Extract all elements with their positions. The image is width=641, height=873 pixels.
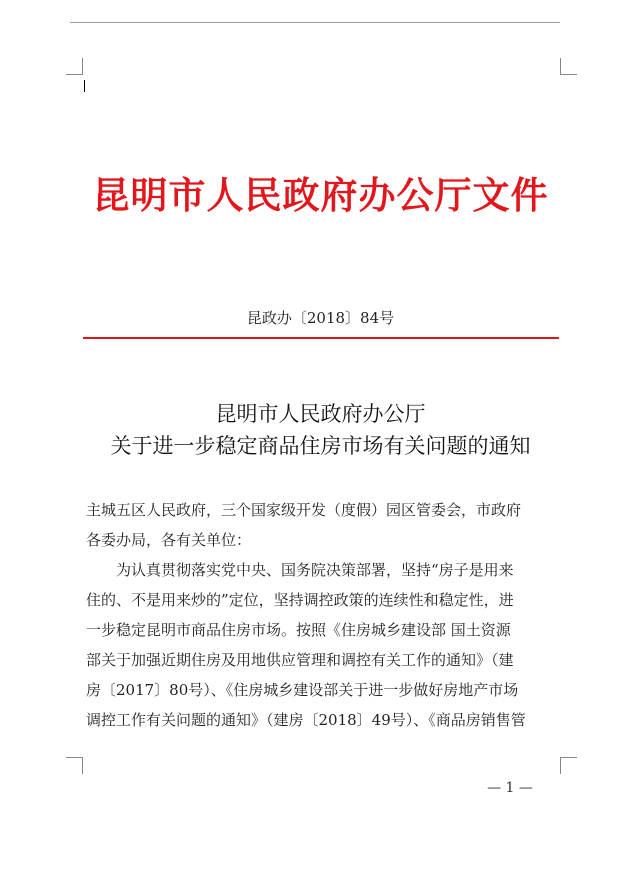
crop-mark-top-left xyxy=(66,58,83,75)
document-masthead: 昆明市人民政府办公厅文件 xyxy=(92,174,549,217)
red-separator-line xyxy=(83,337,559,339)
page-top-border xyxy=(70,22,560,23)
document-body[interactable] xyxy=(86,495,562,735)
document-title xyxy=(0,398,641,462)
body-line: 各委办局，各有关单位： xyxy=(86,531,252,549)
text-cursor[interactable] xyxy=(84,80,85,92)
body-line: 房〔2017〕80号）、《住房城乡建设部关于进一步做好房地产市场 xyxy=(86,681,519,699)
body-line: 主城五区人民政府，三个国家级开发（度假）园区管委会，市政府 xyxy=(86,501,522,519)
crop-mark-bottom-left xyxy=(66,757,83,774)
body-line: 部关于加强近期住房及用地供应管理和调控有关工作的通知》（建 xyxy=(86,651,514,669)
body-line: 为认真贯彻落实党中央、国务院决策部署，坚持“房子是用来 xyxy=(116,561,514,579)
body-line: 住的、不是用来炒的”定位，坚持调控政策的连续性和稳定性，进 xyxy=(86,591,514,609)
crop-mark-top-right xyxy=(560,58,577,75)
title-line-2: 关于进一步稳定商品住房市场有关问题的通知 xyxy=(110,434,531,458)
document-number: 昆政办〔2018〕84号 xyxy=(246,309,395,327)
body-line: 调控工作有关问题的通知》（建房〔2018〕49号）、《商品房销售管 xyxy=(86,711,526,729)
body-line: 一步稳定昆明市商品住房市场。按照《住房城乡建设部 国土资源 xyxy=(86,621,511,639)
title-line-1: 昆明市人民政府办公厅 xyxy=(215,402,426,426)
page-number: — 1 — xyxy=(487,780,533,796)
crop-mark-bottom-right xyxy=(560,757,577,774)
